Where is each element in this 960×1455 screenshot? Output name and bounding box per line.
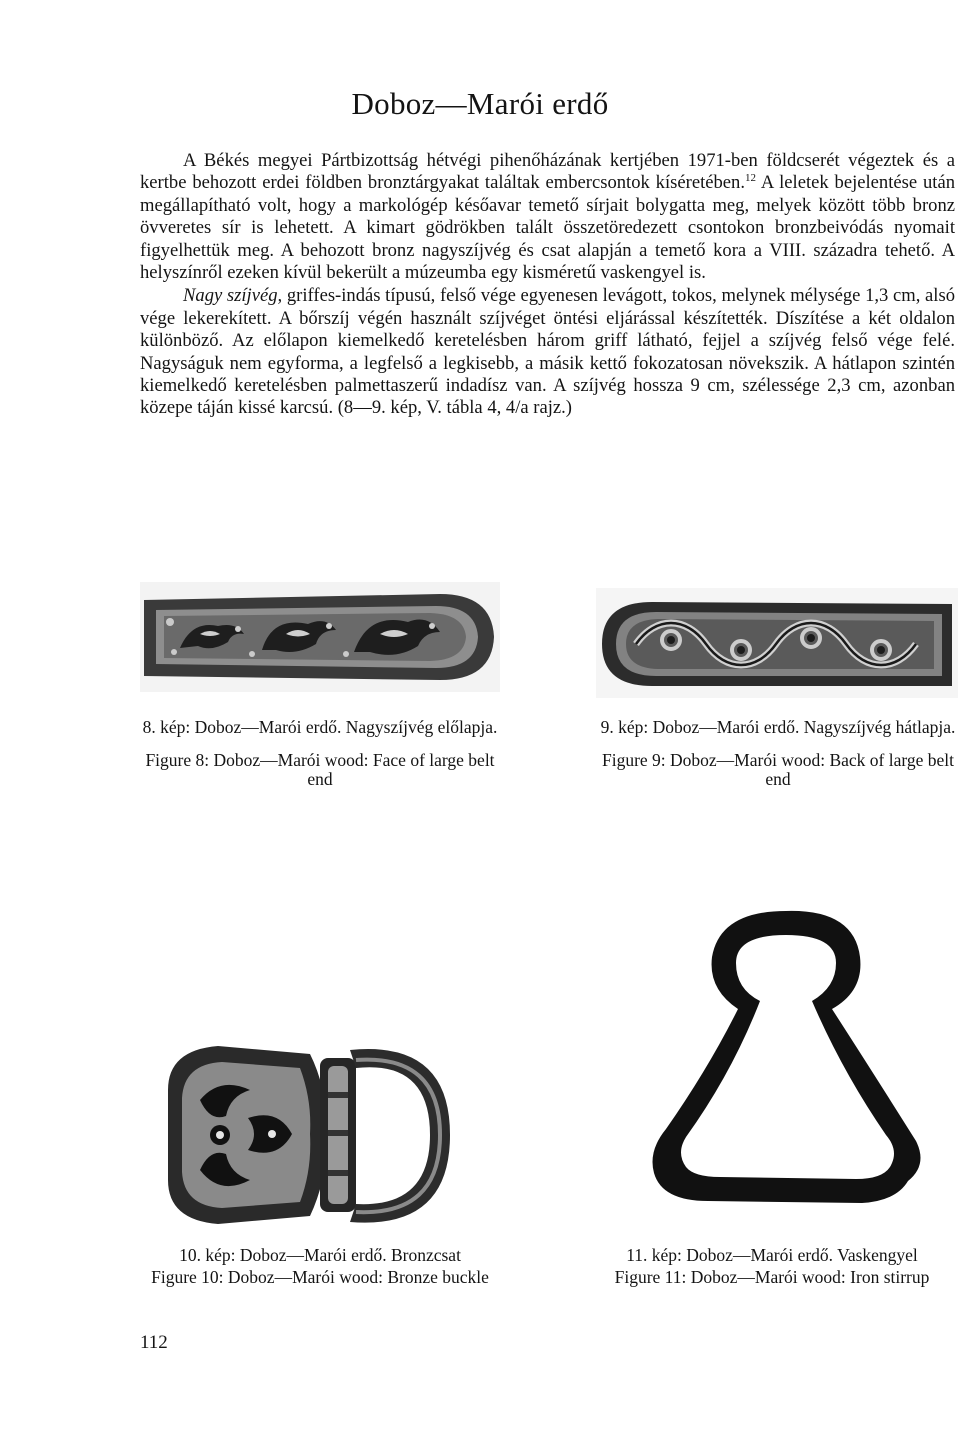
figure-11-caption-en: Figure 11: Doboz—Marói wood: Iron stirrup: [614, 1267, 930, 1287]
figure-10-caption-hu: 10. kép: Doboz—Marói erdő. Bronzcsat: [179, 1245, 461, 1265]
figure-11-caption-hu: 11. kép: Doboz—Marói erdő. Vaskengyel: [626, 1245, 918, 1265]
figure-11-caption: [592, 1246, 952, 1287]
figure-10-caption-en: Figure 10: Doboz—Marói wood: Bronze buckle: [151, 1267, 489, 1287]
figure-10-photo: [160, 1030, 460, 1240]
figure-8-caption-en: Figure 8: Doboz—Marói wood: Face of large belt end: [145, 750, 495, 789]
figure-8-caption-hu: 8. kép: Doboz—Marói erdő. Nagyszíjvég előlapja.: [142, 717, 498, 737]
figure-8-caption: [140, 718, 500, 789]
figure-9-caption-hu: 9. kép: Doboz—Marói erdő. Nagyszíjvég hátlapja.: [600, 717, 956, 737]
figure-11-photo: [636, 905, 936, 1225]
paragraph-2: [140, 285, 955, 419]
paragraph-2-text: griffes-indás típusú, felső vége egyenesen levágott, tokos, melynek mélysége 1,3 cm, alsó vége lekerekített. A bőrszíj végén használt szíjvéget öntési eljárással készítették. Díszítése a két oldalon különböző. Az előlapon kiemelkedő keretelésben három griff látható, fejjel a szíjvég felső vége felé. Nagyságuk nem egyforma, a legfelső a legkisebb, a másik kettő fokozatosan növekszik. A hátlapon szintén kiemelkedő keretelésben palmettaszerű indadísz van. A szíjvég hossza 9 cm, szélessége 2,3 cm, azonban közepe táján kissé karcsú. (8—9. kép, V. tábla 4, 4/a rajz.): [140, 285, 955, 419]
paragraph-2-lead: Nagy szíjvég,: [183, 285, 283, 307]
body-text: [140, 150, 955, 420]
figure-8-photo: [140, 582, 500, 692]
figure-10-caption: [140, 1246, 500, 1287]
footnote-reference: 12: [745, 172, 756, 185]
page-number: 112: [140, 1332, 168, 1353]
figure-9-photo: [596, 588, 958, 698]
paragraph-1-text-b: A leletek bejelentése után megállapítható volt, hogy a markológép későavar temető sírjait bolygatta meg, melyek között több bronz övveretes sír is lehetett. A kimart gödrökben talált összetöredezett csontokon bronzbeivódás nyomait figyelhettük meg. A behozott bronz nagyszíjvég és csat alapján a temető kora a VIII. századra tehető. A helyszínről ezeken kívül bekerült a múzeumba egy kisméretű vaskengyel is.: [140, 172, 955, 284]
paragraph-1: [140, 150, 955, 284]
figure-9-caption: [598, 718, 958, 789]
page-title: Doboz—Marói erdő: [351, 86, 609, 121]
paragraph-1-text-a: A Békés megyei Pártbizottság hétvégi pihenőházának kertjében 1971-ben földcserét végeztek és a kertbe behozott erdei földben bronztárgyakat találtak embercsontok kíséretében.: [140, 150, 955, 194]
figure-9-caption-en: Figure 9: Doboz—Marói wood: Back of large belt end: [601, 750, 955, 789]
